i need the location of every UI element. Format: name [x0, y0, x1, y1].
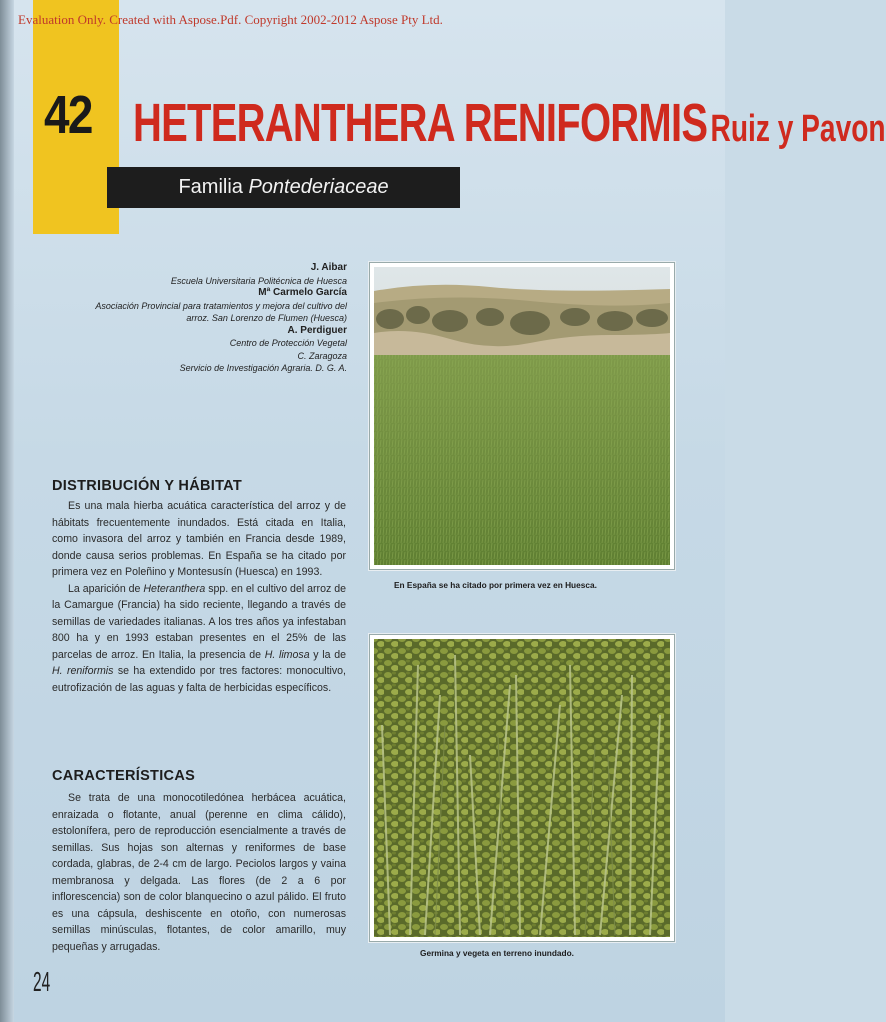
- species-authority: Ruiz y Pavon: [710, 108, 886, 150]
- author-affiliation: C. Zaragoza: [297, 350, 347, 361]
- family-label: Familia: [178, 176, 243, 198]
- page-edge-shadow: [0, 0, 14, 1022]
- photo-flooded-plants: [369, 634, 675, 942]
- author-affiliation: Asociación Provincial para tratamientos y mejora del cultivo del: [95, 300, 347, 311]
- paragraph: Se trata de una monocotiledónea herbácea acuática, enraizada o flotante, anual (perenne en clima cálido), estolonífera, pero de reproducción esencialmente a través de semillas. Sus hojas son alternas y reniformes de base cordada, glabras, de 2-4 cm de largo. Peciolos largos y vaina membranosa y delgada. Las flores (de 2 a 6 por inflorescencia) son de color blanquecino o azul pálido. El fruto es una cápsula, deshiscente en otoño, con numerosas semillas minúsculas, flotantes, de color amarillo, muy pequeñas y arrugadas.: [52, 792, 346, 953]
- authors-block: [27, 262, 347, 375]
- family-banner: [107, 167, 460, 208]
- section-heading-distribucion: DISTRIBUCIÓN Y HÁBITAT: [52, 478, 243, 494]
- section-body-distribucion: [52, 498, 346, 696]
- photo-field-landscape: [369, 262, 675, 570]
- photo-caption: Germina y vegeta en terreno inundado.: [420, 948, 574, 958]
- author-name: J. Aibar: [310, 262, 347, 273]
- author-name: Mª Carmelo García: [258, 287, 347, 298]
- author-affiliation: arroz. San Lorenzo de Flumen (Huesca): [186, 313, 347, 323]
- watermark: Evaluation Only. Created with Aspose.Pdf. Copyright 2002-2012 Aspose Pty Ltd.: [18, 12, 443, 27]
- paragraph: La aparición de Heteranthera spp. en el cultivo del arroz de la Camargue (Francia) ha sido reciente, llegando a través de semillas de variedades italianas. A los tres años ya infestaban 800 ha y en 1993 estaban presentes en el 25% de las parcelas de arroz. En Italia, la presencia de H. limosa y la de H. reniformis se ha extendido por tres factores: monocultivo, eutrofización de las aguas y falta de herbicidas específicos.: [52, 582, 347, 694]
- chapter-number: 42: [44, 85, 92, 145]
- author-affiliation: Centro de Protección Vegetal: [229, 338, 347, 348]
- species-name: HETERANTHERA RENIFORMIS: [133, 93, 708, 153]
- plants-photo-illustration: [370, 635, 674, 941]
- section-heading-caracteristicas: CARACTERÍSTICAS: [52, 768, 196, 784]
- paragraph: Es una mala hierba acuática característica del arroz y de hábitats frecuentemente inundados. Está citada en Italia, como invasora del arroz y también en Francia desde 1989, donde causa serios problemas. En España se ha citado por primera vez en Poleñino y Montesusín (Huesca) en 1993.: [52, 500, 346, 578]
- author-affiliation: Escuela Universitaria Politécnica de Huesca: [170, 275, 347, 286]
- field-photo-illustration: [370, 263, 674, 569]
- author-name: A. Perdiguer: [287, 324, 347, 336]
- species-title: [133, 92, 886, 154]
- family-name: Pontederiaceae: [248, 176, 389, 198]
- page-number: 24: [33, 966, 51, 997]
- photo-caption: En España se ha citado por primera vez en Huesca.: [394, 580, 597, 590]
- section-body-caracteristicas: [52, 790, 346, 955]
- author-affiliation: Servicio de Investigación Agraria. D. G. A.: [179, 363, 347, 373]
